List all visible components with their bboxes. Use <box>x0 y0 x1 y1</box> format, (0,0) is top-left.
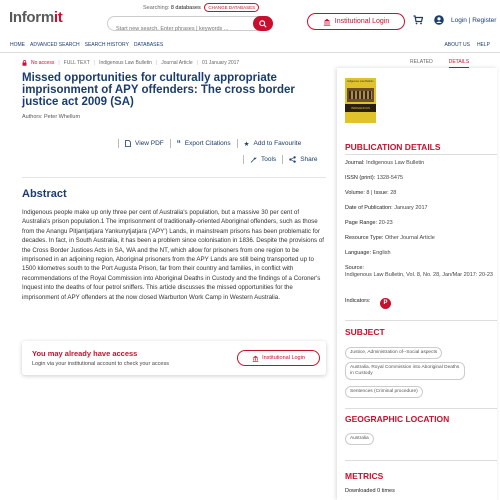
detail-indicators: Indicators: P <box>345 298 493 305</box>
access-card <box>22 341 326 375</box>
action-bar <box>118 139 307 148</box>
detail-date: Date of Publication: January 2017 <box>345 205 428 211</box>
lock-icon <box>22 60 27 66</box>
divider <box>22 177 326 178</box>
share-icon <box>289 156 296 163</box>
article-title: Missed opportunities for culturally appropriate imprisonment of APY offenders: The cross border justice act 2009 (SA) <box>22 72 295 108</box>
user-icon[interactable] <box>434 15 444 25</box>
tools-button[interactable] <box>243 155 282 164</box>
abstract-text: Indigenous people make up only three per cent of Australia's population, but a massive 30 per cent of Australia's prison population.1 The imprisonment of traditionally-oriented Aboriginal offenders, such as those from the Anangu Pitjantjatjara Yankunytjatjara ('APY') Lands, in mainstream prisons has been problematic for decades. In fact, in South Australia, it has been a problem since colonisation in 1836. Despite the provisions of the Cross Border Justices Acts in SA, WA and the NT, which allow for prisoners from one region to be imprisoned in an adjoining region, Aboriginal prisoners from the APY Lands are still being transported up to 1500 kilometres south to the Port Augusta Prison, far from their country and families, in conflict with recommendations of the Royal Commission into Aboriginal Deaths in Custody and the findings of a Coroner's Inquest into the deaths of four petrol sniffers. This article discusses the missed opportunities for the imprisonment of APY offenders at the now closed Warburton Work Camp in Western Australia. <box>22 209 324 301</box>
peer-reviewed-badge[interactable]: P <box>380 298 391 309</box>
access-card-subtitle: Login via your institutional account to check your access <box>32 361 169 367</box>
subject-heading: SUBJECT <box>345 327 385 337</box>
export-citations-label: Export Citations <box>184 140 231 147</box>
action-bar-secondary <box>243 155 324 164</box>
detail-source: Source: Indigenous Law Bulletin, Vol. 8, No. 28, Jan/Mar 2017: 20-23 <box>345 265 493 278</box>
institution-icon <box>323 18 331 26</box>
quote-icon: “ <box>176 138 181 148</box>
search-button[interactable] <box>253 16 273 31</box>
nav-about-us[interactable]: ABOUT US <box>444 42 470 48</box>
share-button[interactable] <box>282 155 323 164</box>
nav-search-history[interactable]: SEARCH HISTORY <box>84 42 129 48</box>
card-institutional-login-label: Institutional Login <box>262 355 305 361</box>
view-pdf-label: View PDF <box>135 140 164 147</box>
downloaded-count: Downloaded 0 times <box>345 488 395 494</box>
export-citations-button[interactable] <box>170 139 237 148</box>
login-register-link[interactable]: Login | Register <box>451 17 497 24</box>
share-label: Share <box>300 156 318 163</box>
article-meta: No access | FULL TEXT | Indigenous Law Bulletin | Journal Article | 01 January 2017 <box>22 60 239 66</box>
panel-tabs <box>410 59 469 68</box>
star-icon: ★ <box>243 140 250 148</box>
cart-icon[interactable] <box>413 15 423 25</box>
searching-info <box>143 3 259 12</box>
metrics-heading: METRICS <box>345 471 384 481</box>
card-institutional-login-button[interactable] <box>237 350 320 366</box>
subject-chip[interactable]: Sentences (Criminal procedure) <box>345 386 423 398</box>
nav-help[interactable]: HELP <box>476 42 490 48</box>
cover-title: Indigenous Law Bulletin <box>347 80 374 83</box>
tab-related[interactable]: RELATED <box>410 59 433 65</box>
publication-details-heading: PUBLICATION DETAILS <box>345 142 441 152</box>
searching-label: Searching: <box>143 5 170 11</box>
informit-logo[interactable]: Informit <box>9 9 63 26</box>
institutional-login-button[interactable] <box>307 13 405 30</box>
detail-issn: ISSN (print): 1328-5475 <box>345 175 404 181</box>
subject-chip[interactable]: Australia. Royal Commission into Aboriginal Deaths in Custody <box>345 362 465 380</box>
subject-chip[interactable]: Justice, Administration of--Social aspects <box>345 347 442 359</box>
cover-band: INDIGENOUS <box>345 104 376 112</box>
institution-icon <box>252 355 259 362</box>
details-panel <box>337 68 497 500</box>
view-pdf-button[interactable] <box>118 139 170 148</box>
document-icon <box>125 140 131 147</box>
detail-journal: Journal: Indigenous Law Bulletin <box>345 160 425 166</box>
main-nav <box>0 40 500 53</box>
change-databases-button[interactable]: CHANGE DATABASES <box>204 3 259 12</box>
geographic-chip[interactable]: Australia <box>345 433 374 445</box>
nav-databases[interactable]: DATABASES <box>133 42 164 48</box>
detail-page-range: Page Range: 20-23 <box>345 220 393 226</box>
authors: Authors: Peter Whellum <box>22 114 81 120</box>
abstract-heading: Abstract <box>22 188 67 200</box>
wrench-icon <box>250 156 257 163</box>
nav-home[interactable]: HOME <box>10 42 25 48</box>
journal-name: Indigenous Law Bulletin <box>99 60 152 66</box>
tab-details[interactable]: DETAILS <box>449 59 469 68</box>
article-type: Journal Article <box>161 60 193 66</box>
full-text-label: FULL TEXT <box>63 60 90 66</box>
institutional-login-label: Institutional Login <box>334 18 390 25</box>
detail-resource-type: Resource Type: Other Journal Article <box>345 235 435 241</box>
detail-volume-issue: Volume: 8 | Issue: 28 <box>345 190 397 196</box>
add-favourite-label: Add to Favourite <box>253 140 302 147</box>
detail-language: Language: English <box>345 250 391 256</box>
top-header <box>0 0 500 40</box>
database-count: 8 databases <box>170 5 201 11</box>
journal-cover-image <box>345 78 376 123</box>
access-card-title: You may already have access <box>32 349 138 358</box>
access-status: No access <box>31 60 55 66</box>
add-favourite-button[interactable] <box>237 139 308 148</box>
nav-advanced-search[interactable]: ADVANCED SEARCH <box>30 42 80 48</box>
publication-date: 01 January 2017 <box>201 60 240 66</box>
search-input[interactable] <box>108 23 258 36</box>
search-bar <box>107 16 273 31</box>
geographic-location-heading: GEOGRAPHIC LOCATION <box>345 414 450 424</box>
search-icon <box>259 20 267 28</box>
tools-label: Tools <box>261 156 277 163</box>
